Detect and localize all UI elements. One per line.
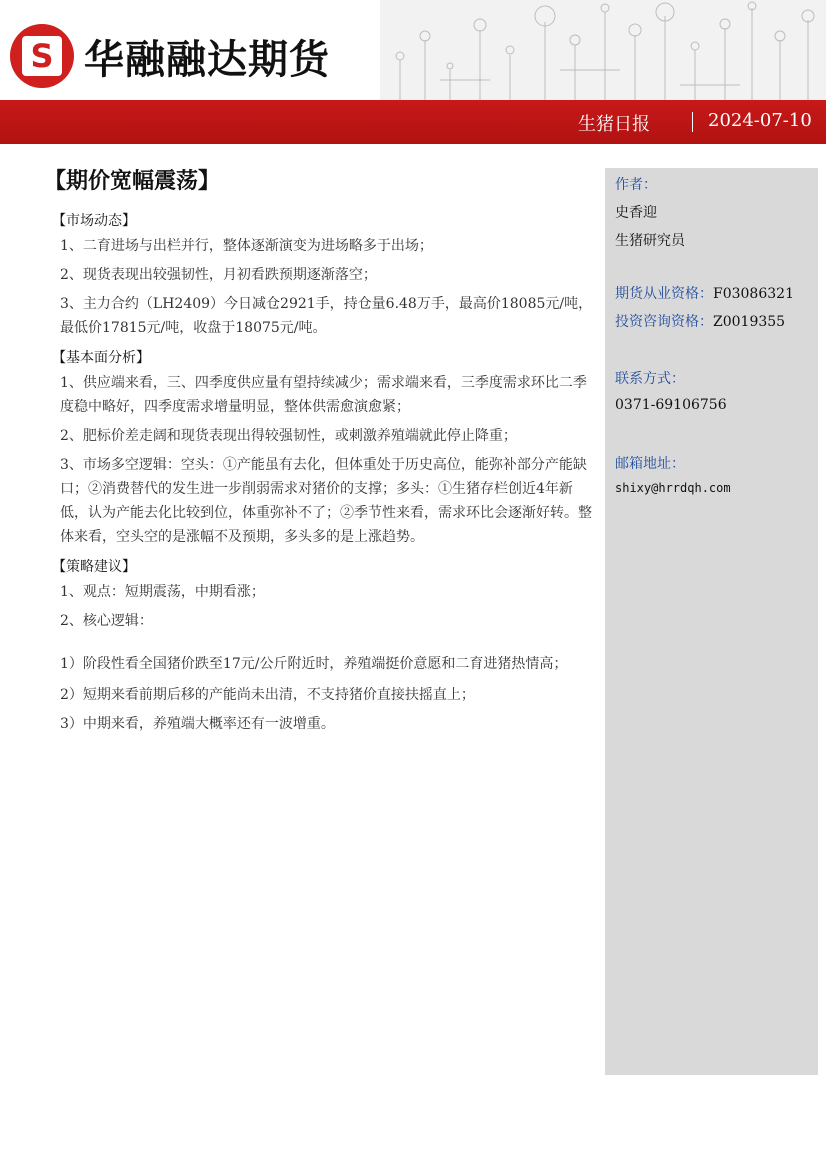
contact-label: 联系方式： <box>615 371 685 387</box>
paragraph: 1、观点：短期震荡，中期看涨； <box>60 584 265 600</box>
header-divider <box>692 112 693 132</box>
futures-qualification-label: 期货从业资格： <box>615 286 713 302</box>
section-heading: 【市场动态】 <box>52 213 136 229</box>
futures-qualification <box>615 283 794 303</box>
paragraph: 1、二育进场与出栏并行，整体逐渐演变为进场略多于出场； <box>60 238 433 254</box>
author-title: 生猪研究员 <box>615 233 685 249</box>
paragraph: 1、供应端来看，三、四季度供应量有望持续减少；需求端来看，三季度需求环比二季度稳中略好，四季度需求增量明显，整体供需愈演愈紧； <box>60 375 587 415</box>
report-type: 生猪日报 <box>578 114 650 135</box>
paragraph: 2）短期来看前期后移的产能尚未出清，不支持猪价直接扶摇直上； <box>60 687 475 703</box>
author-label: 作者： <box>615 177 657 193</box>
advisory-qualification <box>615 311 785 331</box>
paragraph: 2、核心逻辑： <box>60 613 153 629</box>
header-bar <box>0 100 826 144</box>
report-title: 【期价宽幅震荡】 <box>44 168 221 194</box>
paragraph: 2、现货表现出较强韧性，月初看跌预期逐渐落空； <box>60 267 377 283</box>
company-logo-icon: S <box>10 24 74 88</box>
author-sidebar <box>605 168 818 1075</box>
paragraph: 3、市场多空逻辑：空头：①产能虽有去化，但体重处于历史高位，能弥补部分产能缺口；②消费替代的发生进一步削弱需求对猪价的支撑；多头：①生猪存栏创近4年新低，认为产能去化比较到位，体重弥补不了；②季节性来看，需求环比会逐渐好转。整体来看，空头空的是涨幅不及预期，多头多的是上涨趋势。 <box>60 457 592 545</box>
paragraph: 1）阶段性看全国猪价跌至17元/公斤附近时，养殖端挺价意愿和二育进猪热情高； <box>60 656 568 672</box>
email-address[interactable]: shixy@hrrdqh.com <box>615 481 731 495</box>
page-header <box>0 0 826 100</box>
brand-name: 华融融达期货 <box>84 37 330 83</box>
advisory-qualification-label: 投资咨询资格： <box>615 314 713 330</box>
paragraph: 2、肥标价差走阔和现货表现出得较强韧性，或刺激养殖端就此停止降重； <box>60 428 517 444</box>
contact-phone: 0371-69106756 <box>615 397 727 413</box>
futures-qualification-value: F03086321 <box>713 286 794 302</box>
paragraph: 3、主力合约（LH2409）今日减仓2921手，持仓量6.48万手，最高价18085元/吨，最低价17815元/吨，收盘于18075元/吨。 <box>60 296 593 336</box>
email-label: 邮箱地址： <box>615 456 685 472</box>
section-heading: 【基本面分析】 <box>52 350 150 366</box>
decorative-circuit-icon <box>380 0 826 100</box>
section-heading: 【策略建议】 <box>52 559 136 575</box>
report-date: 2024-07-10 <box>708 110 812 131</box>
author-name: 史香迎 <box>615 205 657 221</box>
paragraph: 3）中期来看，养殖端大概率还有一波增重。 <box>60 716 335 732</box>
advisory-qualification-value: Z0019355 <box>713 314 786 330</box>
report-body <box>44 166 596 741</box>
